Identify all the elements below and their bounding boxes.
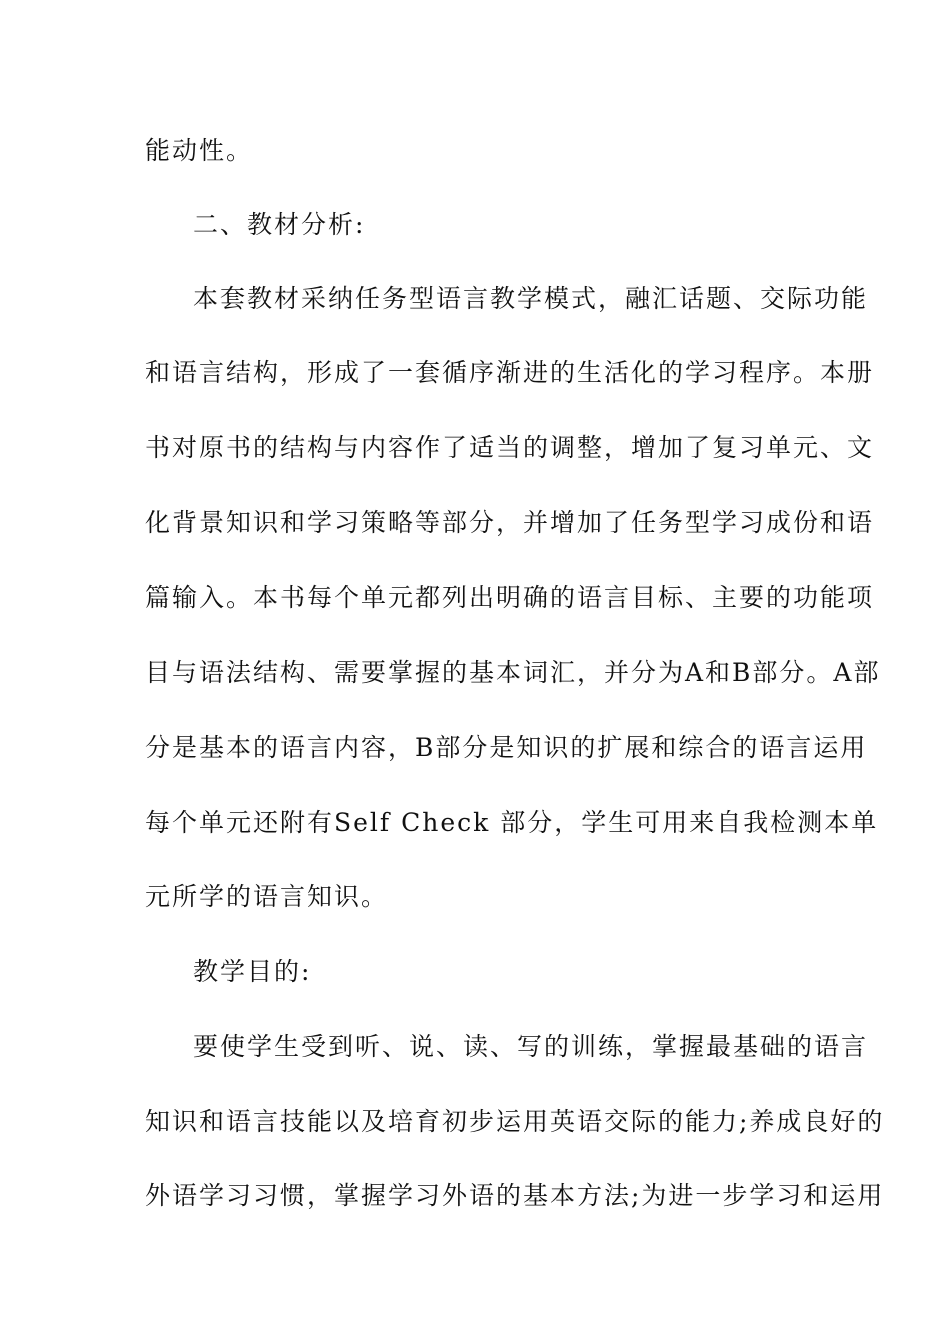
section-heading: 二、教材分析: <box>193 210 366 239</box>
paragraph-line: 书对原书的结构与内容作了适当的调整，增加了复习单元、文 <box>145 433 875 462</box>
paragraph-line: 元所学的语言知识。 <box>145 882 389 911</box>
paragraph-line: 本套教材采纳任务型语言教学模式，融汇话题、交际功能 <box>193 284 869 313</box>
paragraph-line: 要使学生受到听、说、读、写的训练，掌握最基础的语言 <box>193 1032 869 1061</box>
paragraph-line: 目与语法结构、需要掌握的基本词汇，并分为A和B部分。A部 <box>145 658 881 687</box>
paragraph-line: 篇输入。本书每个单元都列出明确的语言目标、主要的功能项 <box>145 583 875 612</box>
paragraph-line: 化背景知识和学习策略等部分，并增加了任务型学习成份和语 <box>145 508 875 537</box>
paragraph-line: 知识和语言技能以及培育初步运用英语交际的能力;养成良好的 <box>145 1107 885 1136</box>
text-line: 能动性。 <box>145 136 254 165</box>
paragraph-line: 分是基本的语言内容，B部分是知识的扩展和综合的语言运用 <box>145 733 868 762</box>
paragraph-line: 每个单元还附有Self Check 部分，学生可用来自我检测本单 <box>145 808 879 837</box>
paragraph-line: 外语学习习惯，掌握学习外语的基本方法;为进一步学习和运用 <box>145 1181 885 1210</box>
paragraph-line: 和语言结构，形成了一套循序渐进的生活化的学习程序。本册 <box>145 358 875 387</box>
section-heading: 教学目的: <box>193 957 312 986</box>
